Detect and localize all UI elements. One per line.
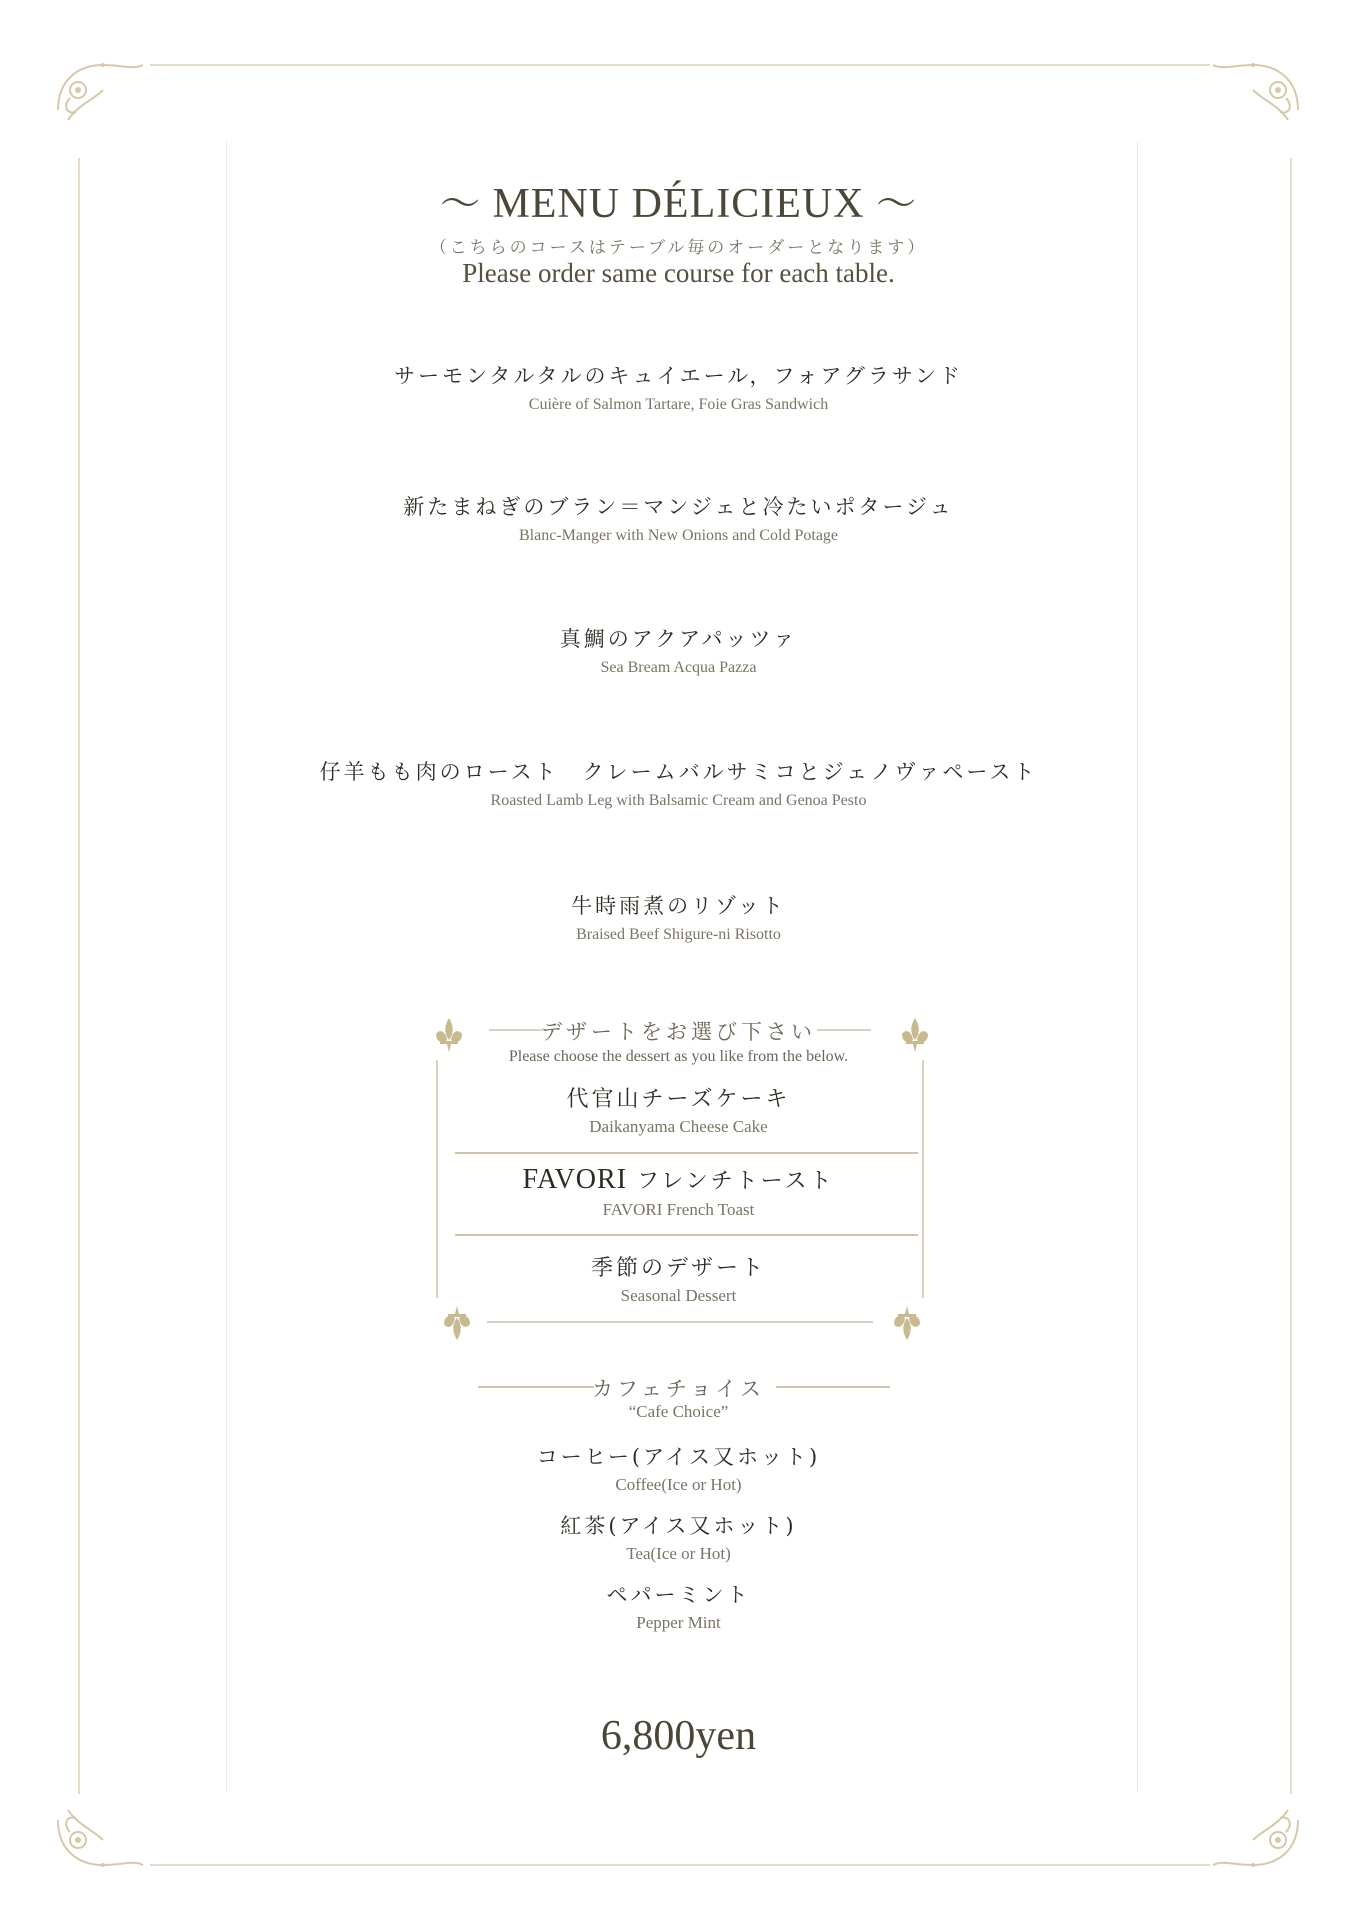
dessert-option	[0, 1082, 1357, 1137]
course-name-jp: 牛時雨煮のリゾット	[571, 894, 786, 918]
cafe-name-jp: ペパーミント	[606, 1583, 751, 1607]
course-item	[0, 360, 1357, 414]
cafe-option	[0, 1441, 1357, 1495]
menu-title	[0, 172, 1357, 229]
dessert-name-jp: 季節のデザート	[590, 1256, 766, 1281]
cafe-name-jp: コーヒー(アイス又ホット)	[536, 1445, 821, 1469]
course-item	[0, 491, 1357, 545]
order-note-jp: （こちらのコースはテーブル毎のオーダーとなります）	[429, 238, 928, 258]
course-name-jp: 真鯛のアクアパッツァ	[559, 627, 798, 651]
dessert-name-en: Daikanyama Cheese Cake	[589, 1117, 768, 1136]
dessert-name-en: FAVORI French Toast	[602, 1200, 755, 1219]
course-name-jp: 仔羊もも肉のロースト クレームバルサミコとジェノヴァペースト	[319, 760, 1038, 784]
course-price: 6,800yen	[600, 1713, 757, 1759]
dessert-name-kana: フレンチトースト	[637, 1169, 835, 1194]
dessert-option	[0, 1164, 1357, 1220]
cafe-name-en: Coffee(Ice or Hot)	[615, 1475, 742, 1494]
cafe-name-jp: 紅茶(アイス又ホット)	[560, 1514, 797, 1538]
course-name-en: Braised Beef Shigure-ni Risotto	[576, 926, 781, 943]
course-name-jp: サーモンタルタルのキュイエール，フォアグラサンド	[394, 364, 963, 388]
course-name-en: Roasted Lamb Leg with Balsamic Cream and Genoa Pesto	[490, 792, 867, 809]
fleur-de-lis-icon	[440, 1304, 474, 1342]
frame-top-line	[150, 64, 1210, 66]
title-deco-right: 〜	[876, 181, 918, 226]
course-item	[0, 890, 1357, 944]
course-name-en: Cuière of Salmon Tartare, Foie Gras Sandwich	[528, 396, 829, 413]
corner-flourish-icon	[1208, 1800, 1308, 1880]
dessert-option	[0, 1251, 1357, 1306]
dessert-name-jp	[0, 1164, 1357, 1196]
menu-title-text: MENU DÉLICIEUX	[492, 181, 865, 227]
course-name-en: Sea Bream Acqua Pazza	[600, 659, 757, 676]
corner-flourish-icon	[48, 1800, 148, 1880]
course-item	[0, 756, 1357, 810]
course-name-jp: 新たまねぎのブラン＝マンジェと冷たいポタージュ	[403, 495, 954, 519]
title-deco-left: 〜	[439, 181, 481, 226]
dessert-divider	[455, 1234, 918, 1236]
fleur-de-lis-icon	[890, 1304, 924, 1342]
dessert-name-latin: FAVORI	[522, 1164, 628, 1195]
frame-bottom-line	[150, 1864, 1210, 1866]
course-item	[0, 623, 1357, 677]
cafe-option	[0, 1510, 1357, 1564]
cafe-name-en: Tea(Ice or Hot)	[626, 1544, 731, 1563]
cafe-name-en: Pepper Mint	[636, 1613, 721, 1632]
order-note-en: Please order same course for each table.	[462, 258, 895, 288]
dessert-divider	[455, 1152, 918, 1154]
dessert-name-en: Seasonal Dessert	[620, 1286, 737, 1305]
corner-flourish-icon	[1208, 50, 1308, 130]
dessert-name-jp: 代官山チーズケーキ	[566, 1087, 791, 1112]
cafe-heading-en: “Cafe Choice”	[628, 1402, 729, 1421]
cafe-heading-jp: カフェチョイス	[591, 1377, 766, 1401]
course-name-en: Blanc-Manger with New Onions and Cold Potage	[518, 527, 839, 544]
dessert-heading-en: Please choose the dessert as you like from the below.	[508, 1048, 849, 1065]
cafe-option	[0, 1579, 1357, 1633]
corner-flourish-icon	[48, 50, 148, 130]
dessert-heading-jp: デザートをお選び下さい	[541, 1020, 816, 1044]
